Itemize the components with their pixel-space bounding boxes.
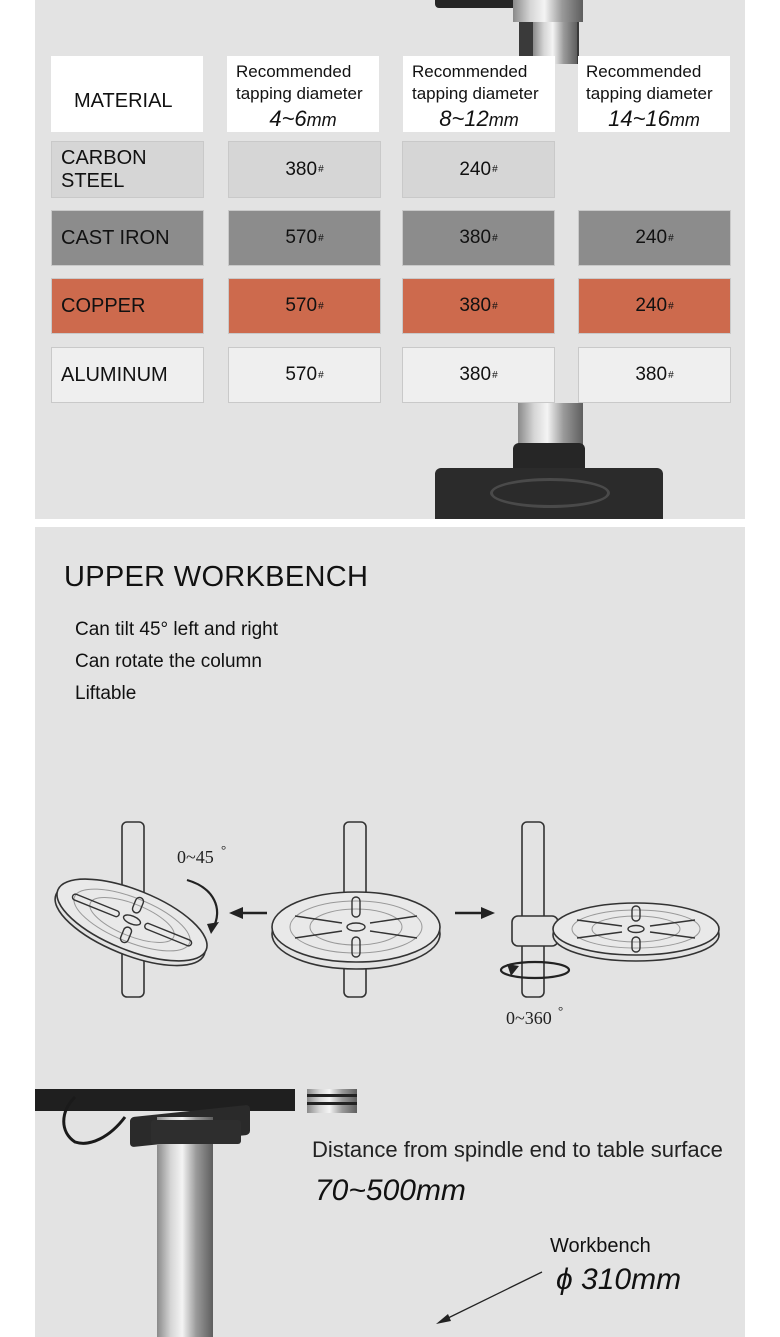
machine-column-image	[157, 1117, 213, 1337]
grit-symbol: #	[668, 232, 674, 244]
tilt-angle-label: 0~45	[177, 847, 214, 867]
grit-value: 380	[459, 364, 492, 385]
range-unit: mm	[306, 110, 337, 130]
grit-symbol: #	[492, 300, 498, 312]
workbench-label: Workbench	[550, 1235, 651, 1257]
direction-arrow-left	[229, 907, 267, 919]
header-material	[51, 56, 203, 132]
machine-collar-image	[513, 0, 583, 22]
cell-copper-col2	[402, 278, 555, 334]
spindle-ring-image	[307, 1102, 357, 1105]
grit-symbol: #	[318, 300, 324, 312]
machine-base-flange	[490, 478, 610, 508]
tilt-degree-symbol: °	[221, 842, 227, 857]
grit-symbol: #	[318, 232, 324, 244]
rotation-degree-symbol: °	[558, 1003, 564, 1018]
cell-aluminum-col3	[578, 347, 731, 403]
workbench-diameter: ϕ 310mm	[556, 1263, 682, 1296]
spindle-ring-image	[307, 1094, 357, 1097]
header-col-2-line1: Recommended	[412, 62, 528, 81]
grit-value: 380	[285, 158, 318, 180]
header-col-2-range	[403, 105, 555, 134]
grit-value: 570	[285, 227, 318, 248]
grit-value: 240	[635, 295, 668, 316]
row-material-cast-iron: CAST IRON	[51, 210, 204, 266]
range-value: 4~6	[269, 106, 307, 131]
grit-symbol: #	[318, 369, 324, 381]
workbench-motion-diagram	[45, 810, 735, 1040]
spindle-image	[307, 1089, 357, 1113]
header-material-label: MATERIAL	[74, 90, 173, 112]
header-col-3-line1: Recommended	[586, 62, 702, 81]
grit-value: 570	[285, 364, 318, 385]
distance-value: 70~500mm	[315, 1174, 466, 1207]
header-col-1-range	[227, 105, 379, 134]
grit-symbol: #	[668, 369, 674, 381]
row-material-copper: COPPER	[51, 278, 204, 334]
level-table-diagram	[272, 822, 440, 997]
row-material-aluminum: ALUMINUM	[51, 347, 204, 403]
grit-symbol: #	[492, 164, 498, 175]
cell-copper-col1	[228, 278, 381, 334]
grit-value: 380	[459, 295, 492, 316]
cell-carbon-steel-col2	[402, 141, 555, 198]
range-value: 8~12	[439, 106, 489, 131]
cell-copper-col3	[578, 278, 731, 334]
cell-cast-iron-col1	[228, 210, 381, 266]
cell-carbon-steel-col1	[228, 141, 381, 198]
header-col-2	[403, 56, 555, 132]
header-col-3	[578, 56, 730, 132]
range-value: 14~16	[608, 106, 670, 131]
feature-tilt: Can tilt 45° left and right	[75, 619, 278, 640]
grit-value: 240	[635, 227, 668, 248]
rotating-table-diagram	[501, 822, 719, 1028]
grit-symbol: #	[492, 232, 498, 244]
header-col-1-line2: tapping diameter	[236, 84, 363, 103]
grit-symbol: #	[318, 164, 324, 175]
range-unit: mm	[488, 110, 519, 130]
tilted-table-diagram	[45, 822, 226, 997]
feature-liftable: Liftable	[75, 683, 137, 704]
cell-aluminum-col1	[228, 347, 381, 403]
direction-arrow-right	[455, 907, 495, 919]
row-material-carbon-steel: CARBON STEEL	[51, 141, 204, 198]
grit-value: 570	[285, 295, 318, 316]
header-col-1-line1: Recommended	[236, 62, 352, 81]
grit-value: 240	[459, 158, 492, 180]
header-col-3-line2: tapping diameter	[586, 84, 713, 103]
grit-value: 380	[635, 364, 668, 385]
header-col-2-line2: tapping diameter	[412, 84, 539, 103]
header-col-3-range	[578, 105, 730, 134]
cell-aluminum-col2	[402, 347, 555, 403]
section-title: UPPER WORKBENCH	[64, 561, 369, 593]
cell-cast-iron-col2	[402, 210, 555, 266]
feature-rotate: Can rotate the column	[75, 651, 262, 672]
range-unit: mm	[669, 110, 700, 130]
machine-clamp-image	[151, 1120, 241, 1144]
pointer-arrow	[430, 1268, 550, 1328]
distance-label: Distance from spindle end to table surface	[312, 1137, 723, 1162]
grit-value: 380	[459, 227, 492, 248]
cell-cast-iron-col3	[578, 210, 731, 266]
grit-symbol: #	[668, 300, 674, 312]
grit-symbol: #	[492, 369, 498, 381]
header-col-1	[227, 56, 379, 132]
rotation-angle-label: 0~360	[506, 1008, 552, 1028]
